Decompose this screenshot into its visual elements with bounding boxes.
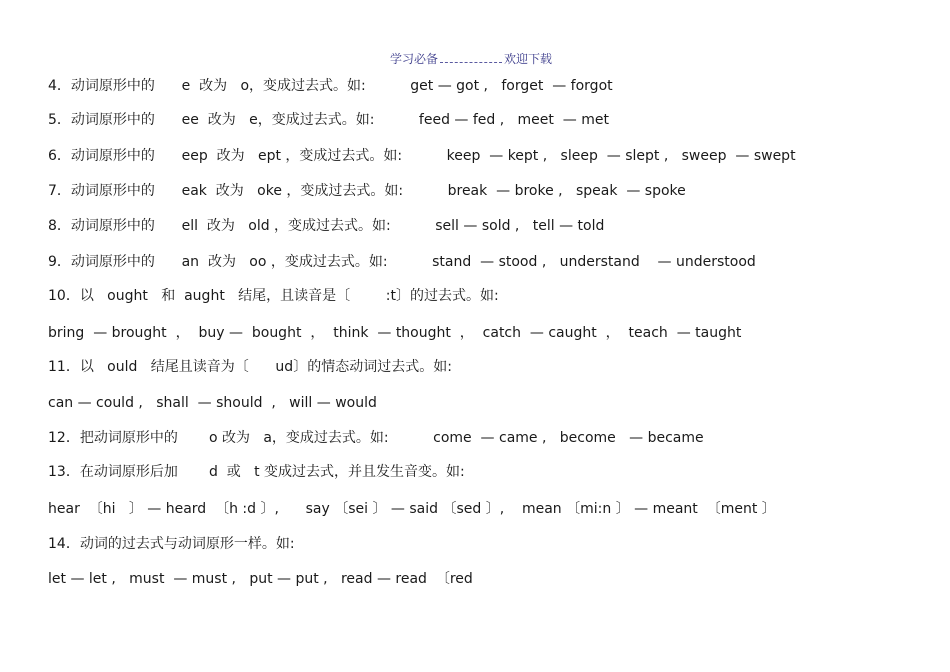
- example-line-13: hear 〔hi 〕 — heard 〔h :d 〕, say 〔sei 〕 — said 〔sed 〕, mean 〔mi:n 〕 — meant 〔ment 〕: [48, 501, 776, 517]
- rule-line-6: 6．动词原形中的 eep 改为 ept ，变成过去式。如: keep — kept , sleep — slept , sweep — swept: [48, 148, 796, 164]
- rule-line-13: 13．在动词原形后加 d 或 t 变成过去式，并且发生音变。如:: [48, 464, 465, 480]
- example-line-10: bring — brought ， buy — bought ， think — thought ， catch — caught ， teach — taught: [48, 325, 742, 341]
- rule-line-14: 14．动词的过去式与动词原形一样。如:: [48, 536, 295, 552]
- rule-line-5: 5．动词原形中的 ee 改为 e，变成过去式。如: feed — fed , meet — met: [48, 112, 609, 128]
- header-dashed-rule: [440, 52, 502, 63]
- example-line-14: let — let , must — must , put — put , read — read 〔red: [48, 571, 473, 587]
- rule-line-7: 7．动词原形中的 eak 改为 oke ，变成过去式。如: break — broke , speak — spoke: [48, 183, 686, 199]
- header-right-text: 欢迎下载: [504, 52, 553, 66]
- rule-line-12: 12．把动词原形中的 o 改为 a，变成过去式。如: come — came , become — became: [48, 430, 704, 446]
- rule-line-4: 4．动词原形中的 e 改为 o，变成过去式。如: get — got , forget — forgot: [48, 78, 613, 94]
- rule-line-11: 11．以 ould 结尾且读音为〔 ud〕的情态动词过去式。如:: [48, 359, 452, 375]
- example-line-11: can — could , shall — should , will — would: [48, 395, 377, 411]
- rule-line-8: 8．动词原形中的 ell 改为 old ，变成过去式。如: sell — sold , tell — told: [48, 218, 605, 234]
- header-left-text: 学习必备: [390, 52, 439, 66]
- rule-line-10: 10．以 ought 和 aught 结尾，且读音是〔 :t〕的过去式。如:: [48, 288, 499, 304]
- rule-line-9: 9．动词原形中的 an 改为 oo ，变成过去式。如: stand — stood , understand — understood: [48, 254, 756, 270]
- page-header: [390, 50, 552, 67]
